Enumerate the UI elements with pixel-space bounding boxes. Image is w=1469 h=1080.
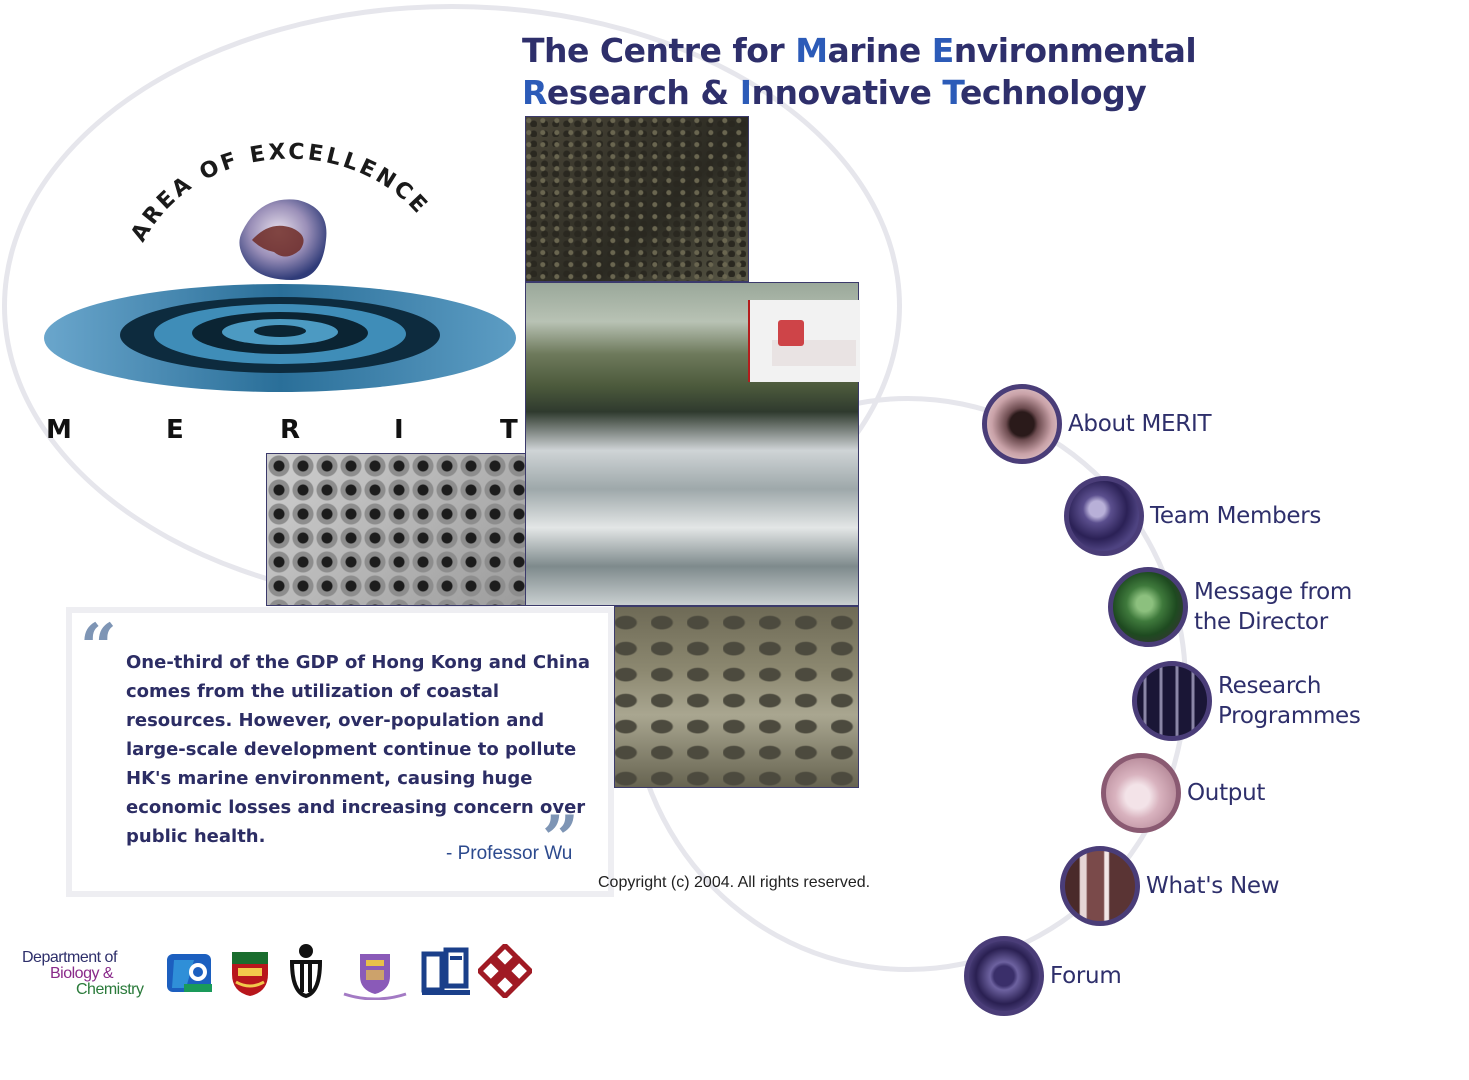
svg-text:I: I	[394, 415, 404, 445]
nav-forum[interactable]	[964, 936, 1121, 1016]
svg-text:M: M	[46, 415, 72, 445]
cells-icon	[1064, 476, 1144, 556]
cuhk-crest-icon[interactable]	[342, 948, 408, 1000]
page-title	[522, 30, 1196, 114]
nav-team-members[interactable]	[1064, 476, 1321, 556]
photo-mussels	[614, 606, 859, 788]
svg-text:T: T	[500, 415, 518, 445]
city-u-logo-icon[interactable]	[420, 946, 472, 998]
svg-text:R: R	[280, 415, 301, 445]
lab-icon	[1132, 661, 1212, 741]
ugc-logo-icon[interactable]	[164, 948, 214, 998]
nav-label: Team Members	[1150, 503, 1322, 529]
nav-whats-new[interactable]	[1060, 846, 1279, 926]
nav-label: Research Programmes	[1218, 673, 1361, 729]
polyu-logo-icon[interactable]	[478, 944, 532, 998]
nav-label: What's New	[1146, 873, 1280, 899]
title-line-2: Research & Innovative Technology	[522, 73, 1147, 112]
quote-author: - Professor Wu	[446, 843, 573, 864]
logo-arc-text: AREA OF EXCELLENCE	[126, 140, 434, 247]
photo-virus-cells	[266, 453, 526, 606]
merit-logo	[30, 140, 530, 450]
nav-label: Forum	[1050, 963, 1122, 989]
open-quote-icon: “	[80, 610, 117, 685]
nav-research-programmes[interactable]	[1132, 661, 1361, 741]
nav-about-merit[interactable]	[982, 384, 1211, 464]
copyright-notice: Copyright (c) 2004. All rights reserved.	[598, 874, 871, 891]
dolphin-icon	[1101, 753, 1181, 833]
equipment-icon	[1060, 846, 1140, 926]
quote-text: One-third of the GDP of Hong Kong and China comes from the utilization of coastal resources. However, over-population and large-scale development continue to pollute HK's marine environment, causing huge economic losses and increasing concern over public health.	[126, 652, 591, 847]
hku-crest-icon[interactable]	[228, 948, 272, 998]
svg-text:E: E	[166, 415, 184, 445]
nav-output[interactable]	[1101, 753, 1265, 833]
globe-icon	[239, 199, 326, 280]
close-quote-icon: ”	[542, 802, 579, 877]
photo-seeds	[525, 116, 749, 282]
photo-sign	[748, 300, 860, 382]
ripple-disc-icon	[44, 284, 516, 392]
dept-biology-chemistry-logo[interactable]: Department of Biology & Chemistry	[22, 949, 144, 998]
hkust-logo-icon[interactable]	[286, 942, 326, 1000]
nav-message-director[interactable]	[1108, 567, 1354, 647]
title-line-1: The Centre for Marine Environmental	[522, 31, 1197, 70]
plankton-icon	[982, 384, 1062, 464]
algae-icon	[1108, 567, 1188, 647]
diatom-icon	[964, 936, 1044, 1016]
nav-label: Output	[1187, 780, 1266, 806]
nav-label: About MERIT	[1068, 411, 1212, 437]
nav-label: Message from the Director	[1194, 579, 1353, 635]
